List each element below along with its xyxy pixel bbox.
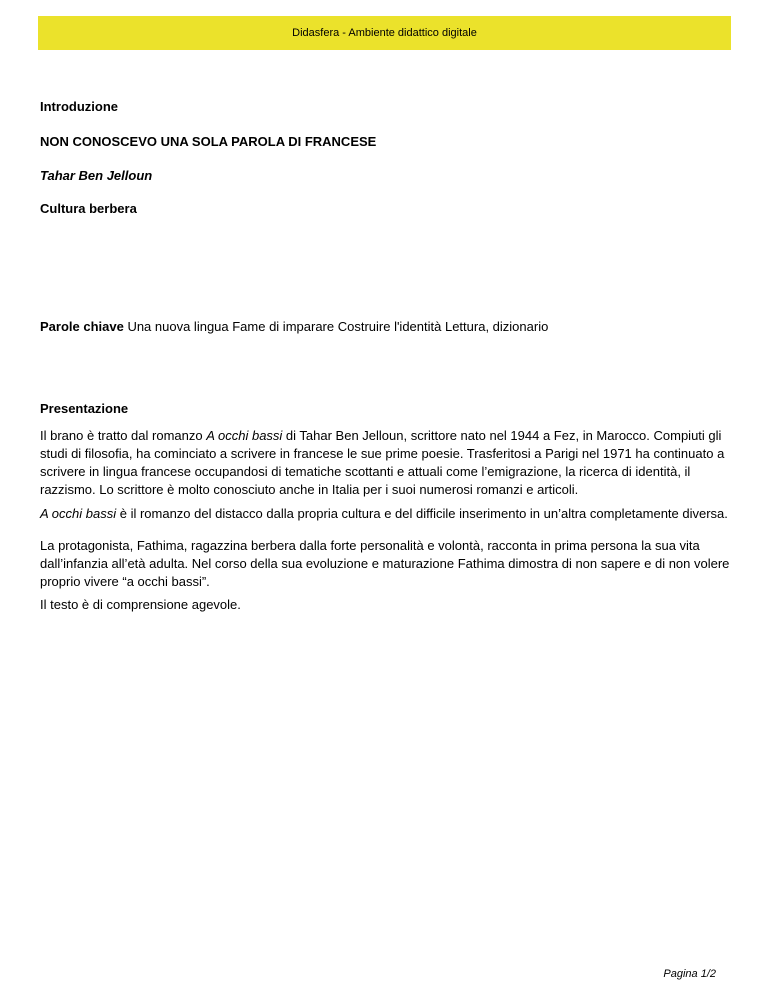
document-title: NON CONOSCEVO UNA SOLA PAROLA DI FRANCESE: [40, 134, 377, 149]
header-bar: [38, 16, 731, 50]
paragraph-1-after: di Tahar Ben Jelloun, scrittore nato nel 1944 a Fez, in Marocco. Compiuti gli studi di filosofia, ha cominciato a scrivere in francese le sue prime poesie. Trasferitosi a Parigi nel 1971 ha continuato a scrivere in lingua francese occupandosi di tematiche scottanti e attuali come l’emigrazione, la ricerca di identità, il razzismo. Lo scrittore è molto conosciuto anche in Italia per i suoi numerosi romanzi e articoli.: [40, 428, 725, 497]
paragraph-1: [40, 427, 730, 499]
paragraph-1-book-title: A occhi bassi: [206, 428, 283, 443]
section-heading-intro: Introduzione: [40, 99, 118, 114]
paragraph-3: La protagonista, Fathima, ragazzina berbera dalla forte personalità e volontà, racconta in prima persona la sua vita dall’infanzia all’età adulta. Nel corso della sua evoluzione e maturazione Fathima dimostra di non sapere e di non volere proprio vivere “a occhi bassi”.: [40, 538, 730, 589]
keywords-label: Parole chiave: [40, 319, 124, 334]
paragraph-1-before: Il brano è tratto dal romanzo: [40, 428, 207, 443]
paragraph-4: Il testo è di comprensione agevole.: [40, 597, 241, 612]
document-topic: Cultura berbera: [40, 201, 137, 216]
paragraph-2-book-title: A occhi bassi: [40, 506, 117, 521]
keywords-text: Una nuova lingua Fame di imparare Costruire l'identità Lettura, dizionario: [123, 319, 549, 334]
section-heading-presentation: Presentazione: [40, 401, 129, 416]
keywords-line: [40, 318, 730, 336]
page-number: Pagina 1/2: [663, 968, 716, 980]
paragraph-2: [40, 505, 730, 523]
header-title: Didasfera - Ambiente didattico digitale: [292, 27, 477, 39]
paragraph-2-after: è il romanzo del distacco dalla propria cultura e del difficile inserimento in un’altra completamente diversa.: [116, 506, 728, 521]
document-author: Tahar Ben Jelloun: [40, 168, 153, 183]
